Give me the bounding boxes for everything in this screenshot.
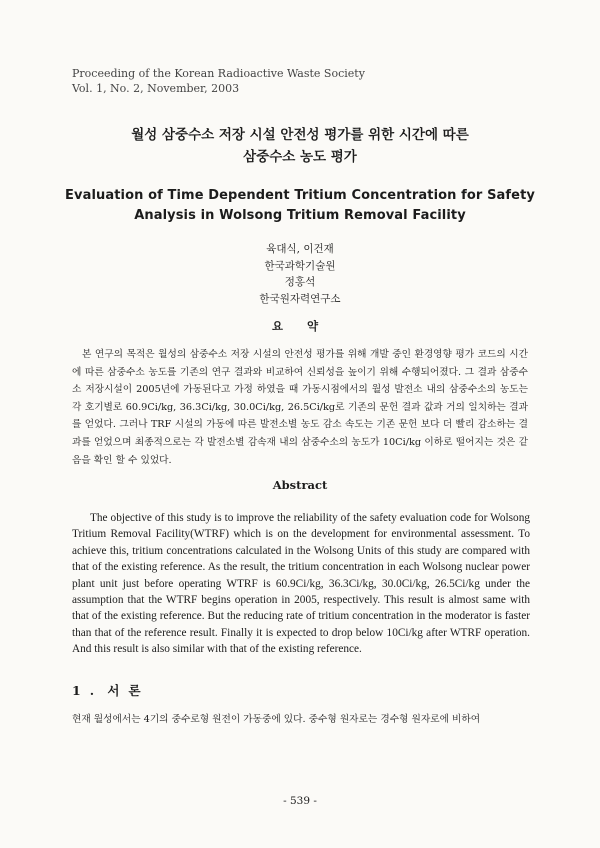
english-abstract-text: The objective of this study is to improve the reliability of the safety evaluation code for Wolsong Tritium Removal Facility(WTRF) which is on the development for environmental assessment. To achieve this, tritium concentrations calculated in the Wolsong Units of this study are compared with that of the existing reference. As the result, the tritium concentration in each Wolsong nuclear power plant unit just before operating WTRF is 60.9Ci/kg, 36.3Ci/kg, 30.0Ci/kg, 26.5Ci/kg under the assumption that the WTRF begins operation in 2005, respectively. This result is almost same with that of the existing reference. But the reducing rate of tritium concentration in the moderator is faster than that of the reference result. Finally it is expected to drop below 10Ci/kg after WTRF operation. And this result is also similar with that of the existing reference. — [72, 512, 530, 656]
page-number: - 539 - — [283, 795, 317, 807]
english-title-line2: Analysis in Wolsong Tritium Removal Facility — [134, 208, 466, 223]
english-abstract-heading: Abstract — [272, 478, 328, 492]
korean-title-line1: 월성 삼중수소 저장 시설 안전성 평가를 위한 시간에 따른 — [131, 127, 469, 143]
section-body-text: 현재 월성에서는 4기의 중수로형 원전이 가동중에 있다. 중수형 원자로는 경수형 원자로에 비하여 — [72, 714, 481, 725]
running-header — [72, 66, 365, 96]
korean-title-line2: 삼중수소 농도 평가 — [243, 149, 357, 165]
author-names-2: 정홍석 — [284, 276, 316, 288]
author-affiliation-1: 한국과학기술원 — [264, 259, 336, 272]
section-heading — [72, 681, 150, 699]
author-names-1: 육대식, 이건재 — [266, 243, 334, 255]
korean-abstract-text: 본 연구의 목적은 월성의 삼중수소 저장 시설의 안전성 평가를 위해 개발 중인 환경영향 평가 코드의 시간에 따른 삼중수소 농도를 기존의 연구 결과와 비교하여 신뢰성을 높이기 위해 수행되어졌다. 그 결과 삼중수소 저장시설이 2005년에 가동된다고 가정 하였을 때 가동시점에서의 월성 발전소 내의 삼중수소의 농도는 각 호기별로 60.9Ci/kg, 36.3Ci/kg, 30.0Ci/kg, 26.5Ci/kg로 기존의 문헌 결과 값과 거의 일치하는 결과를 얻었다. 그러나 TRF 시설의 가동에 따른 발전소별 농도 감소 속도는 기존 문헌 보다 더 빨리 감소하는 결과를 얻었으며 최종적으로는 각 발전소별 감속재 내의 삼중수소의 농도가 10Ci/kg 이하로 떨어지는 것은 같음을 확인 할 수 있었다. — [72, 349, 528, 466]
author-block — [0, 241, 600, 307]
section-title: 서론 — [107, 683, 150, 698]
section-number: 1. — [72, 683, 104, 698]
english-title — [40, 186, 560, 226]
english-title-line1: Evaluation of Time Dependent Tritium Concentration for Safety — [65, 188, 535, 203]
journal-volume: Vol. 1, No. 2, November, 2003 — [72, 82, 240, 95]
korean-abstract-heading: 요 약 — [271, 319, 329, 333]
journal-name: Proceeding of the Korean Radioactive Waste Society — [72, 67, 365, 80]
korean-title — [0, 124, 600, 168]
author-affiliation-2: 한국원자력연구소 — [259, 292, 341, 305]
